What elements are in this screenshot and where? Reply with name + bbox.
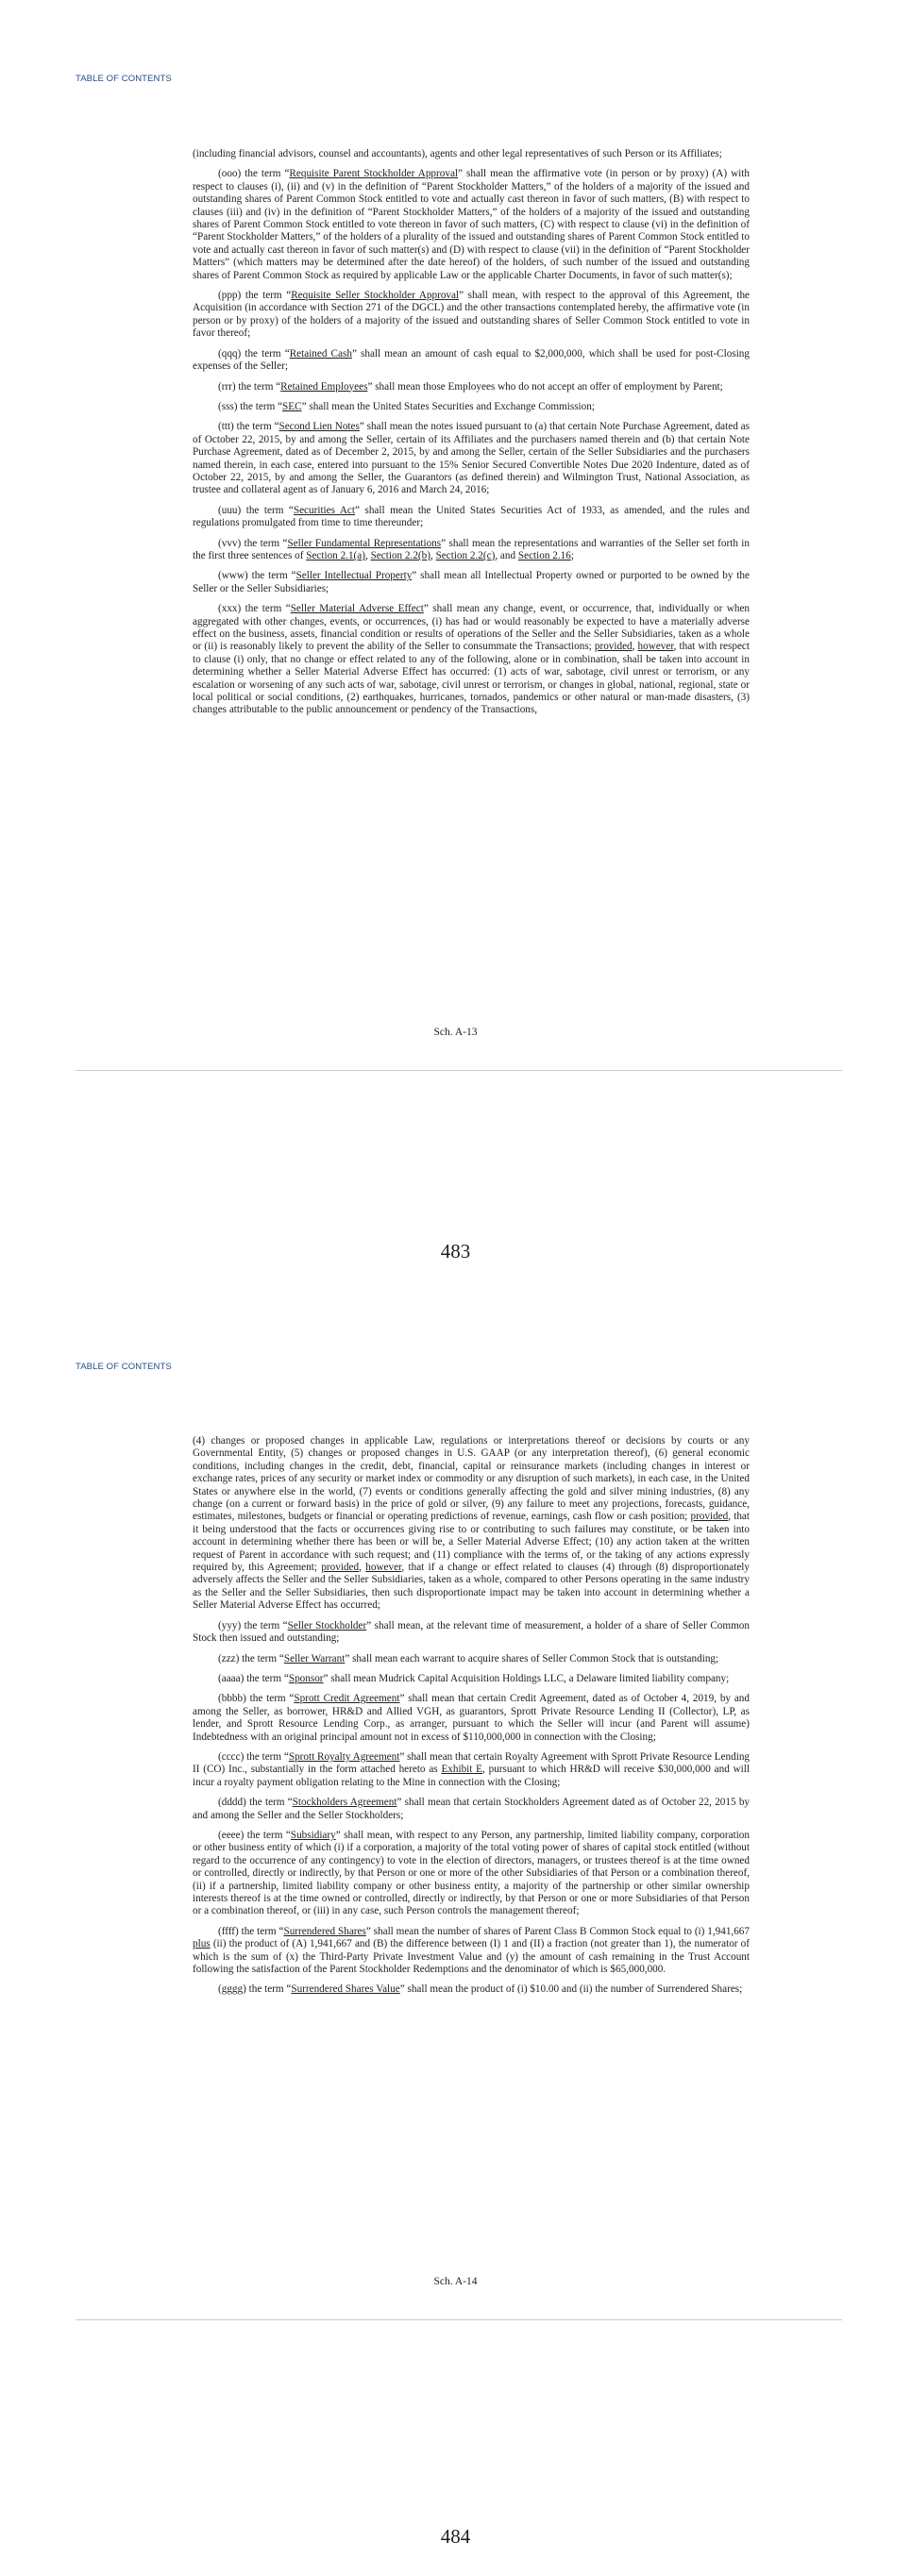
defined-term: Seller Stockholder xyxy=(287,1619,367,1631)
defined-term: Seller Intellectual Property xyxy=(295,570,413,582)
defined-term: Sprott Royalty Agreement xyxy=(288,1750,400,1763)
plus-term: plus xyxy=(193,1938,211,1950)
section-reference: Section 2.2(c) xyxy=(435,549,496,561)
definition-prefix: (eeee) the term “ xyxy=(218,1829,291,1841)
separator: , xyxy=(632,641,638,653)
definition-xxx xyxy=(193,603,750,717)
defined-term: Second Lien Notes xyxy=(278,421,360,433)
definition-rrr xyxy=(193,381,750,393)
definition-text: ” shall mean the product of (i) $10.00 and (ii) the number of Surrendered Shares; xyxy=(399,1983,743,1996)
definition-prefix: (yyy) the term “ xyxy=(218,1619,288,1631)
definition-www xyxy=(193,570,750,595)
however-term: however xyxy=(637,641,674,653)
definition-yyy xyxy=(193,1620,750,1646)
definition-text: ” shall mean an amount of cash equal to $2,000,000, which shall be used for post-Closing expenses of the Seller; xyxy=(193,347,750,373)
separator: , and xyxy=(495,549,518,561)
definition-uuu xyxy=(193,505,750,530)
definition-prefix: (www) the term “ xyxy=(218,570,296,582)
definition-zzz xyxy=(193,1653,750,1665)
definition-sss xyxy=(193,401,750,413)
section-reference: Section 2.1(a) xyxy=(306,549,365,561)
definition-text: ” shall mean all Intellectual Property owned or purported to be owned by the Seller or the Seller Subsidiaries; xyxy=(193,570,750,594)
definition-prefix: (gggg) the term “ xyxy=(218,1983,292,1996)
page-number: 484 xyxy=(440,2525,471,2548)
defined-term: Subsidiary xyxy=(290,1829,336,1841)
definition-prefix: (ffff) the term “ xyxy=(218,1925,284,1937)
defined-term: Requisite Seller Stockholder Approval xyxy=(291,290,460,302)
defined-term: Securities Act xyxy=(293,504,356,516)
defined-term: Surrendered Shares xyxy=(283,1925,366,1937)
section-reference: Section 2.16 xyxy=(517,549,571,561)
definition-eeee xyxy=(193,1830,750,1918)
paragraph-continuation xyxy=(193,1435,750,1613)
definition-prefix: (sss) the term “ xyxy=(218,400,283,412)
definition-cccc xyxy=(193,1751,750,1789)
definition-text: ” shall mean the representations and warranties of the Seller set forth in the first three sentences of xyxy=(193,537,750,561)
definition-text: , pursuant to which HR&D will receive $30,000,000 and will incur a royalty payment obligation relating to the Mine in connection with the Closing; xyxy=(193,1764,751,1788)
definition-prefix: (cccc) the term “ xyxy=(218,1750,289,1763)
provided-term: provided xyxy=(594,641,633,653)
defined-term: Retained Employees xyxy=(280,380,368,393)
defined-term: SEC xyxy=(282,400,302,412)
definition-text: ” shall mean that certain Credit Agreement, dated as of October 4, 2019, by and among the Seller, as borrower, HR&D and Allied VGH, as guarantors, Sprott Private Resource Lending II (Collector), LP, as lender, and Sprott Resource Lending Corp., as arranger, pursuant to which the Seller will incur (and Parent will assume) Indebtedness with an original principal amount not in excess of $110,000,000 in connection with the Closing; xyxy=(193,1693,750,1743)
page-483-body xyxy=(193,148,750,725)
definition-prefix: (aaaa) the term “ xyxy=(218,1672,289,1684)
defined-term: Seller Material Adverse Effect xyxy=(290,603,424,615)
defined-term: Requisite Parent Stockholder Approval xyxy=(289,168,459,180)
definition-prefix: (xxx) the term “ xyxy=(218,603,291,615)
page-divider xyxy=(76,1070,842,1071)
definition-dddd xyxy=(193,1797,750,1822)
defined-term: Surrendered Shares Value xyxy=(291,1983,400,1996)
definition-text: ” shall mean that certain Stockholders Agreement dated as of October 22, 2015 by and among the Seller and the Seller Stockholders; xyxy=(193,1797,751,1821)
definition-text: ” shall mean Mudrick Capital Acquisition Holdings LLC, a Delaware limited liability company; xyxy=(323,1672,730,1684)
definition-text: ” shall mean any change, event, or occurrence, that, individually or when aggregated with other changes, events, or occurrences, (i) has had or would reasonably be expected to have a materially adverse effect on the business, assets, financial condition or results of operations of the Seller and the Seller Subsidiaries, taken as a whole or (ii) is reasonably likely to prevent the ability of the Seller to consummate the Transactions; xyxy=(193,603,751,653)
definition-text: , that with respect to clause (i) only, that no change or effect related to any of the following, alone or in combination, shall be taken into account in determining whether a Seller Material Adverse Effect has occurred: (1) acts of war, sabotage, civil unrest or terrorism, or any escalation or worsening of any such acts of war, sabotage, civil unrest or terrorism, or changes in global, national, regional, state or local political or social conditions, (2) earthquakes, hurricanes, tornados, pandemics or other natural or man-made disasters, (3) changes attributable to the public announcement or pendency of the Transactions, xyxy=(193,641,751,716)
definition-prefix: (qqq) the term “ xyxy=(218,347,290,360)
definition-prefix: (uuu) the term “ xyxy=(218,504,294,516)
page-divider xyxy=(76,2319,842,2320)
definition-ppp xyxy=(193,290,750,341)
defined-term: Retained Cash xyxy=(289,347,352,360)
definition-prefix: (rrr) the term “ xyxy=(218,380,281,393)
definition-text: (4) changes or proposed changes in applicable Law, regulations or interpretations thereof or decisions by courts or any Governmental Entity, (5) changes or proposed changes in U.S. GAAP (or any interpretation thereof), (6) general economic conditions, including changes in the credit, debt, financial, capital or reinsurance markets (including changes in interest or exchange rates, prices of any security or market index or commodity or any disruption of such markets), in each case, in the United States or anywhere else in the world, (7) events or conditions generally affecting the gold and silver mining industries, (8) any change (on a current or forward basis) in the price of gold or silver, (9) any failure to meet any projections, forecasts, guidance, estimates, milestones, budgets or financial or operating predictions of revenue, earnings, cash flow or cash position; xyxy=(193,1435,750,1523)
definition-text: ” shall mean the United States Securities Act of 1933, as amended, and the rules and regulations promulgated from time to time thereunder; xyxy=(193,504,750,529)
definition-prefix: (vvv) the term “ xyxy=(218,537,288,549)
definition-bbbb xyxy=(193,1693,750,1744)
defined-term: Sprott Credit Agreement xyxy=(294,1693,400,1705)
definition-text: (ii) the product of (A) 1,941,667 and (B) the difference between (I) 1 and (II) a fraction (not greater than 1), the numerator of which is the sum of (x) the Third-Party Private Investment Value and (y) the amount of cash remaining in the Trust Account following the satisfaction of the Parent Stockholder Redemptions and the denominator of which is $65,000,000. xyxy=(193,1938,750,1976)
definition-text: ” shall mean each warrant to acquire shares of Seller Common Stock that is outstanding; xyxy=(345,1652,719,1664)
definition-text: ” shall mean, with respect to the approval of this Agreement, the Acquisition (in accordance with Section 271 of the DGCL) and the other transactions contemplated hereby, the affirmative vote (in person or by proxy) of the holders of a majority of the issued and outstanding shares of Seller Common Stock entitled to vote in favor thereof; xyxy=(193,290,751,340)
definition-ffff xyxy=(193,1926,750,1977)
definition-gggg xyxy=(193,1983,750,1996)
definition-ooo xyxy=(193,168,750,282)
definition-prefix: (zzz) the term “ xyxy=(218,1652,284,1664)
definition-ttt xyxy=(193,421,750,496)
definition-prefix: (ooo) the term “ xyxy=(218,168,290,180)
exhibit-reference: Exhibit E xyxy=(441,1764,483,1776)
separator: , xyxy=(359,1562,366,1574)
page-484-body xyxy=(193,1435,750,2004)
definition-prefix: (dddd) the term “ xyxy=(218,1797,293,1809)
definition-text: ” shall mean, at the relevant time of measurement, a holder of a share of Seller Common Stock then issued and outstanding; xyxy=(193,1619,750,1645)
provided-term: provided xyxy=(321,1562,360,1574)
defined-term: Sponsor xyxy=(288,1672,324,1684)
definition-text: ” shall mean those Employees who do not accept an offer of employment by Parent; xyxy=(367,380,723,393)
separator: ; xyxy=(570,549,574,561)
defined-term: Seller Fundamental Representations xyxy=(287,537,442,549)
definition-qqq xyxy=(193,348,750,374)
provided-term: provided xyxy=(690,1511,729,1523)
table-of-contents-link[interactable]: TABLE OF CONTENTS xyxy=(76,1362,172,1372)
definition-prefix: (bbbb) the term “ xyxy=(218,1693,295,1705)
schedule-label: Sch. A-14 xyxy=(433,2276,478,2287)
definition-text: , that if a change or effect related to clauses (4) through (8) disproportionately adversely affects the Seller and the Seller Subsidiaries, taken as a whole, compared to other Persons operating in the same industry as the Seller and the Seller Subsidiaries, then such disproportionate impact may be taken into account in determining whether a Seller Material Adverse Effect has occurred; xyxy=(193,1562,750,1612)
section-reference: Section 2.2(b) xyxy=(370,549,430,561)
definition-text: ” shall mean the United States Securities and Exchange Commission; xyxy=(301,400,595,412)
definition-text: ” shall mean the number of shares of Parent Class B Common Stock equal to (i) 1,941,667 xyxy=(365,1925,750,1937)
defined-term: Seller Warrant xyxy=(283,1652,346,1664)
separator: , xyxy=(364,549,371,561)
definition-aaaa xyxy=(193,1673,750,1685)
paragraph-continuation: (including financial advisors, counsel and accountants), agents and other legal representatives of such Person or its Affiliates; xyxy=(193,148,722,159)
separator: , xyxy=(430,549,436,561)
definition-text: ” shall mean the affirmative vote (in person or by proxy) (A) with respect to clauses (i), (ii) and (v) in the definition of “Parent Stockholder Matters,” of the holders of a majority of the issued and outstanding shares of Parent Common Stock entitled to vote and actually cast thereon in favor of such matters, (B) with respect to clauses (iii) and (iv) in the definition of “Parent Stockholder Matters,” of the holders of a majority of the issued and outstanding shares of Parent Common Stock entitled to vote thereon in favor of such matters, (C) with respect to clause (vi) in the definition of “Parent Stockholder Matters,” of the holders of a plurality of the issued and outstanding shares of Parent Common Stock entitled to vote and actually cast thereon in favor of such matter(s) and (D) with respect to clause (vii) in the definition of “Parent Stockholder Matters” (which matters may be determined after the date hereof) of the holders, of such number of the issued and outstanding shares of Parent Common Stock as required by applicable Law or the applicable Charter Documents, in favor of such matter(s); xyxy=(193,168,750,281)
definition-vvv xyxy=(193,538,750,563)
definition-text: ” shall mean, with respect to any Person, any partnership, limited liability company, corporation or other business entity of which (i) if a corporation, a majority of the total voting power of shares of capital stock entitled (without regard to the occurrence of any contingency) to vote in the election of directors, managers, or trustees thereof is at the time owned or controlled, directly or indirectly, by that Person or one or more of the other Subsidiaries of that Person or a combination thereof, (ii) if a partnership, limited liability company or other business entity, a majority of the partnership or other similar ownership interests thereof is at the time owned or controlled, directly or indirectly, by that Person or one or more Subsidiaries of that Person or a combination thereof, or (iii) in any case, such Person controls the management thereof; xyxy=(193,1829,750,1917)
however-term: however xyxy=(365,1562,402,1574)
definition-prefix: (ttt) the term “ xyxy=(218,421,279,433)
schedule-label: Sch. A-13 xyxy=(433,1027,478,1038)
table-of-contents-link[interactable]: TABLE OF CONTENTS xyxy=(76,74,172,84)
page-number: 483 xyxy=(440,1240,471,1263)
definition-text: ” shall mean the notes issued pursuant to (a) that certain Note Purchase Agreement, dated as of October 22, 2015, by and among the Seller, certain of its Affiliates and the purchasers named therein and (b) that certain Note Purchase Agreement, dated as of December 2, 2015, by and among the Seller, certain of the Seller Subsidiaries and the purchasers named therein, in each case, entered into pursuant to the 15% Senior Secured Convertible Notes Due 2020 Indenture, dated as of October 22, 2015, by and among the Seller, the Guarantors (as defined therein) and Wilmington Trust, National Association, as trustee and collateral agent as of January 6, 2016 and March 24, 2016; xyxy=(193,421,750,496)
definition-text: , that it being understood that the facts or occurrences giving rise to or contributing to such failures may constitute, or be taken into account in determining whether there has been or will be, a Seller Material Adverse Effect; (10) any action taken at the written request of Parent in accordance with such request; and (11) compliance with the terms of, or the taking of any actions expressly required by, this Agreement; xyxy=(193,1511,751,1574)
defined-term: Stockholders Agreement xyxy=(292,1797,397,1809)
definition-text: ” shall mean that certain Royalty Agreement with Sprott Private Resource Lending II (CO) Inc., substantially in the form attached hereto as xyxy=(193,1750,751,1776)
definition-prefix: (ppp) the term “ xyxy=(218,290,292,302)
